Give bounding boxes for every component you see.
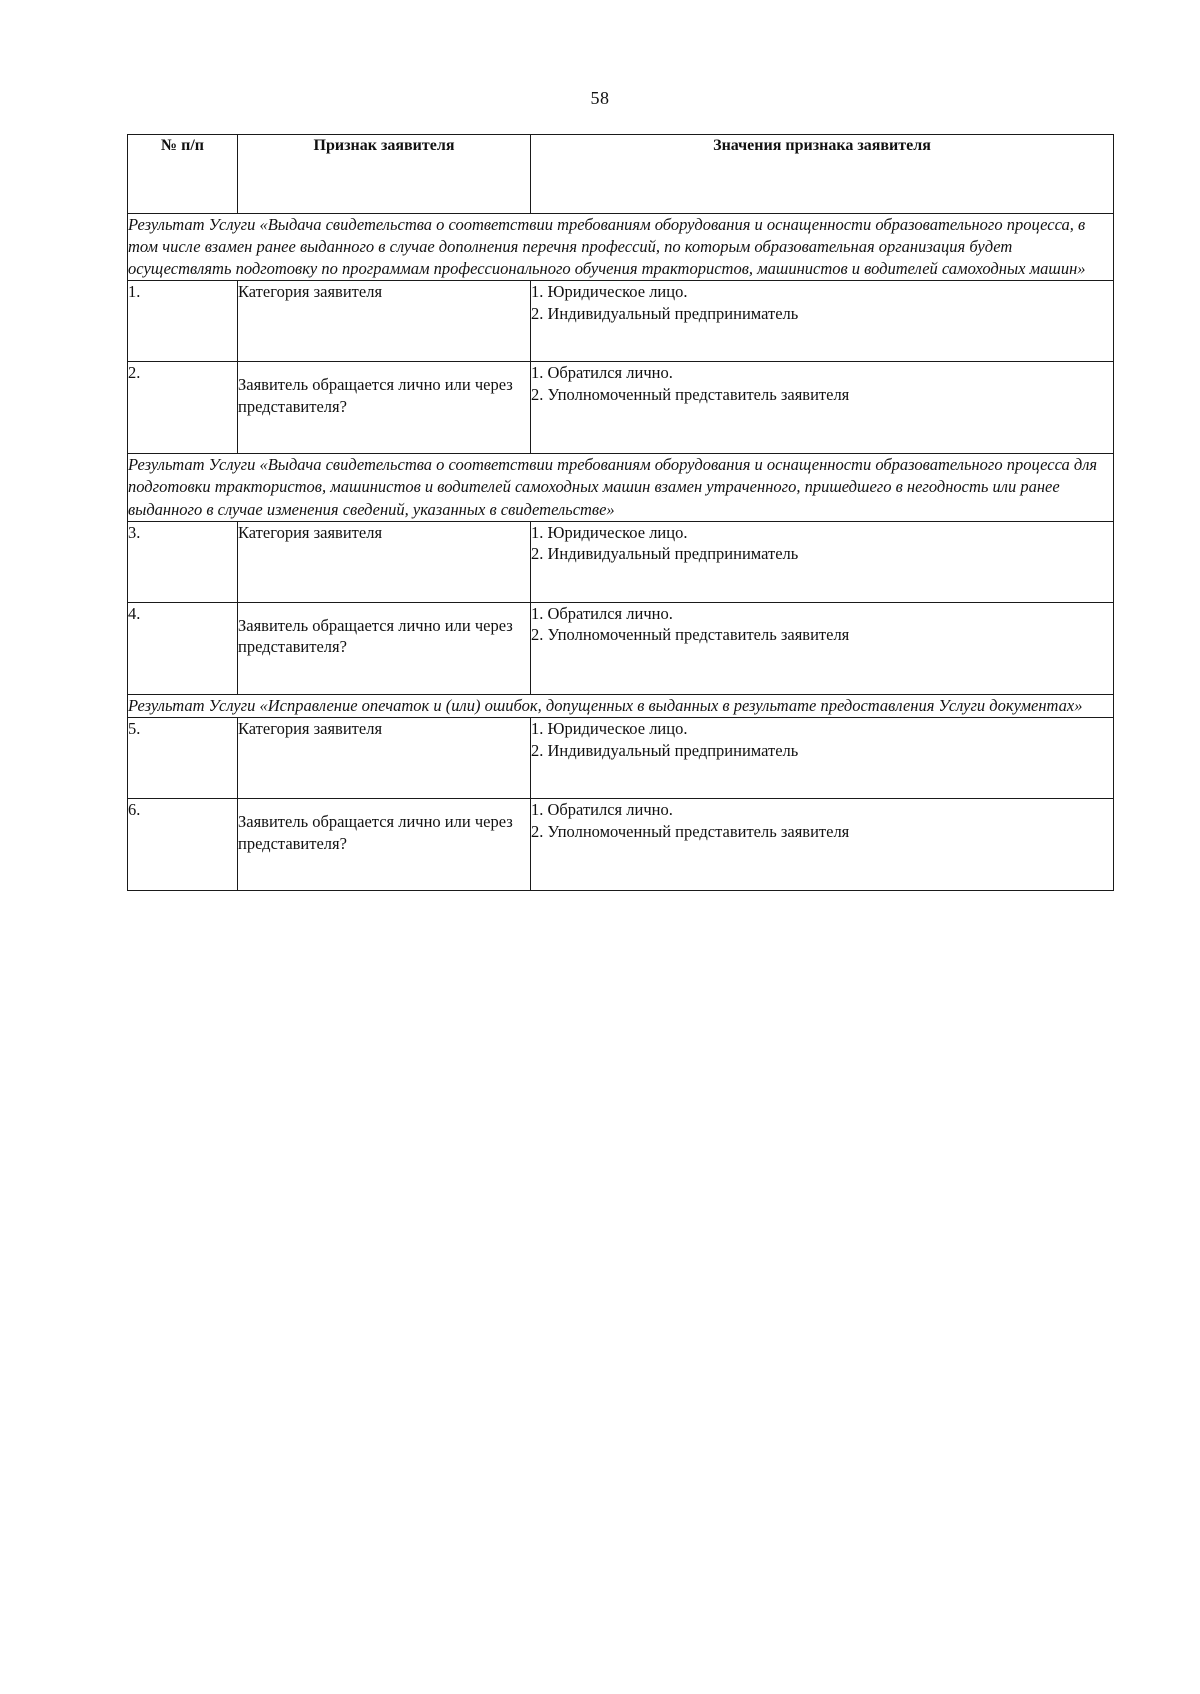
section-title: Результат Услуги «Выдача свидетельства о соответствии требованиям оборудования и оснащенности образовательного процесса, в том числе взамен ранее выданного в случае дополнения перечня профессий, по которым образовательная организация будет осуществлять подготовку по программам профессионального обучения трактористов, машинистов и водителей самоходных машин» bbox=[128, 214, 1114, 281]
row-value: 1. Юридическое лицо. bbox=[531, 282, 688, 302]
row-number: 1. bbox=[128, 281, 238, 362]
row-value: 1. Обратился лично. bbox=[531, 363, 673, 383]
row-number: 6. bbox=[128, 798, 238, 890]
row-values bbox=[531, 602, 1114, 694]
applicant-attributes-table bbox=[127, 134, 1114, 891]
table-row bbox=[128, 602, 1114, 694]
row-values bbox=[531, 281, 1114, 362]
table-row bbox=[128, 362, 1114, 454]
row-number: 5. bbox=[128, 717, 238, 798]
section-row bbox=[128, 454, 1114, 521]
row-value: 1. Юридическое лицо. bbox=[531, 718, 688, 738]
table-row bbox=[128, 717, 1114, 798]
table-header-row bbox=[128, 135, 1114, 214]
header-attribute: Признак заявителя bbox=[238, 135, 531, 214]
row-attribute: Заявитель обращается лично или через представителя? bbox=[238, 798, 531, 890]
row-values bbox=[531, 362, 1114, 454]
row-number: 2. bbox=[128, 362, 238, 454]
section-row bbox=[128, 694, 1114, 717]
row-values bbox=[531, 717, 1114, 798]
page-number: 58 bbox=[590, 88, 610, 108]
row-value: 2. Уполномоченный представитель заявителя bbox=[531, 821, 850, 841]
table-row bbox=[128, 798, 1114, 890]
row-value: 2. Уполномоченный представитель заявителя bbox=[531, 385, 850, 405]
row-attribute: Категория заявителя bbox=[238, 521, 531, 602]
row-attribute: Категория заявителя bbox=[238, 717, 531, 798]
row-value: 2. Индивидуальный предприниматель bbox=[531, 740, 799, 760]
row-value: 2. Индивидуальный предприниматель bbox=[531, 304, 799, 324]
section-title: Результат Услуги «Исправление опечаток и (или) ошибок, допущенных в выданных в результате предоставления Услуги документах» bbox=[128, 694, 1114, 717]
row-attribute: Категория заявителя bbox=[238, 281, 531, 362]
row-attribute: Заявитель обращается лично или через представителя? bbox=[238, 602, 531, 694]
row-number: 3. bbox=[128, 521, 238, 602]
row-attribute: Заявитель обращается лично или через представителя? bbox=[238, 362, 531, 454]
row-number: 4. bbox=[128, 602, 238, 694]
header-values: Значения признака заявителя bbox=[531, 135, 1114, 214]
row-value: 2. Индивидуальный предприниматель bbox=[531, 544, 799, 564]
section-row bbox=[128, 214, 1114, 281]
table-row bbox=[128, 521, 1114, 602]
row-value: 1. Обратился лично. bbox=[531, 799, 673, 819]
table-row bbox=[128, 281, 1114, 362]
row-value: 2. Уполномоченный представитель заявителя bbox=[531, 625, 850, 645]
row-values bbox=[531, 521, 1114, 602]
row-value: 1. Юридическое лицо. bbox=[531, 522, 688, 542]
row-value: 1. Обратился лично. bbox=[531, 603, 673, 623]
row-values bbox=[531, 798, 1114, 890]
header-num: № п/п bbox=[128, 135, 238, 214]
section-title: Результат Услуги «Выдача свидетельства о соответствии требованиям оборудования и оснащенности образовательного процесса для подготовки трактористов, машинистов и водителей самоходных машин взамен утраченного, пришедшего в негодность или ранее выданного в случае изменения сведений, указанных в свидетельстве» bbox=[128, 454, 1114, 521]
